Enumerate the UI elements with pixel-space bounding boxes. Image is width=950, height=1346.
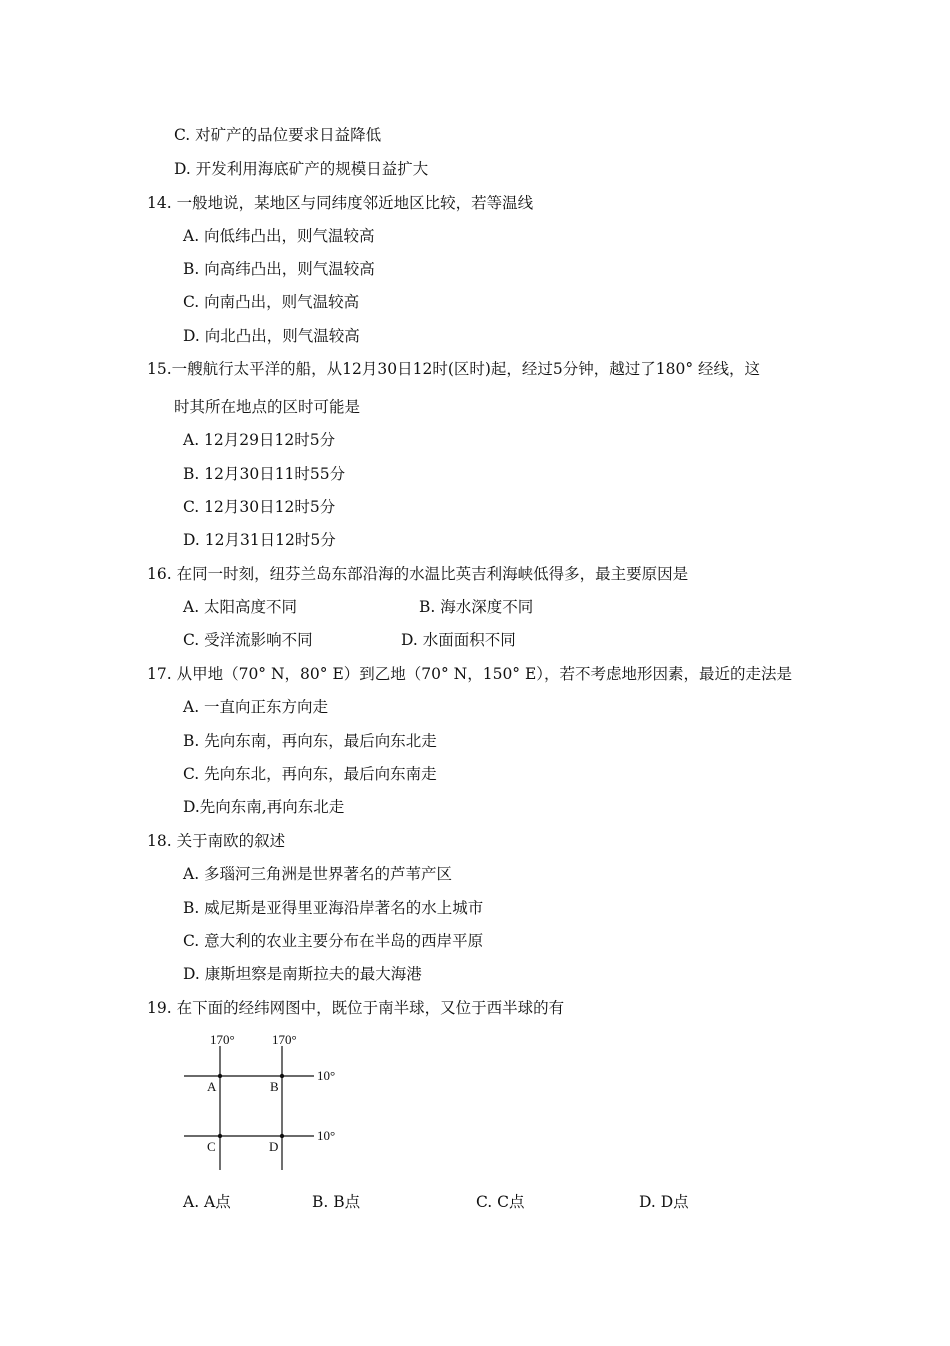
label-lon-left: 170° — [210, 1032, 235, 1047]
point-a-dot — [218, 1074, 222, 1078]
label-point-d: D — [269, 1139, 279, 1154]
graticule-figure — [178, 1028, 358, 1176]
point-b-dot — [280, 1074, 284, 1078]
q14-option-a: A. 向低纬凸出，则气温较高 — [183, 227, 375, 245]
q15-option-a: A. 12月29日12时5分 — [183, 431, 336, 449]
q15-option-d: D. 12月31日12时5分 — [183, 531, 336, 549]
q18-option-c: C. 意大利的农业主要分布在半岛的西岸平原 — [183, 932, 484, 950]
q13-option-d: D. 开发利用海底矿产的规模日益扩大 — [174, 160, 429, 178]
q13-option-c: C. 对矿产的品位要求日益降低 — [174, 126, 382, 144]
q16-option-a: A. 太阳高度不同 — [183, 598, 298, 616]
q16-option-b: B. 海水深度不同 — [419, 598, 534, 616]
label-point-c: C — [207, 1139, 216, 1154]
q14-option-c: C. 向南凸出，则气温较高 — [183, 293, 360, 311]
q18-option-a: A. 多瑙河三角洲是世界著名的芦苇产区 — [183, 865, 453, 883]
q17-option-a: A. 一直向正东方向走 — [183, 698, 329, 716]
q19-option-b: B. B点 — [312, 1193, 361, 1211]
q17-option-c: C. 先向东北，再向东，最后向东南走 — [183, 765, 437, 783]
q15-option-c: C. 12月30日12时5分 — [183, 498, 336, 516]
q19-option-c: C. C点 — [476, 1193, 525, 1211]
label-lat-top: 10° — [317, 1068, 336, 1083]
q14-option-b: B. 向高纬凸出，则气温较高 — [183, 260, 375, 278]
q19-option-d: D. D点 — [639, 1193, 689, 1211]
q18-option-d: D. 康斯坦察是南斯拉夫的最大海港 — [183, 965, 422, 983]
q18-option-b: B. 威尼斯是亚得里亚海沿岸著名的水上城市 — [183, 899, 484, 917]
point-c-dot — [218, 1134, 222, 1138]
q16-option-d: D. 水面面积不同 — [401, 631, 516, 649]
point-d-dot — [280, 1134, 284, 1138]
question-14: 14. 一般地说，某地区与同纬度邻近地区比较，若等温线 — [147, 194, 534, 212]
question-17: 17. 从甲地（70° N，80° E）到乙地（70° N，150° E），若不考虑地形因素，最近的走法是 — [147, 665, 793, 683]
question-16: 16. 在同一时刻，纽芬兰岛东部沿海的水温比英吉利海峡低得多，最主要原因是 — [147, 565, 689, 583]
label-point-b: B — [270, 1079, 279, 1094]
question-18: 18. 关于南欧的叙述 — [147, 832, 286, 850]
question-15-continued: 时其所在地点的区时可能是 — [174, 398, 361, 416]
label-lat-bottom: 10° — [317, 1128, 336, 1143]
label-lon-right: 170° — [272, 1032, 297, 1047]
q16-option-c: C. 受洋流影响不同 — [183, 631, 313, 649]
q14-option-d: D. 向北凸出，则气温较高 — [183, 327, 360, 345]
label-point-a: A — [207, 1079, 217, 1094]
question-19: 19. 在下面的经纬网图中，既位于南半球，又位于西半球的有 — [147, 999, 565, 1017]
question-15: 15.一艘航行太平洋的船，从12月30日12时(区时)起，经过5分钟，越过了180° 经线，这 — [147, 360, 761, 378]
q15-option-b: B. 12月30日11时55分 — [183, 465, 346, 483]
q19-option-a: A. A点 — [183, 1193, 231, 1211]
q17-option-d: D.先向东南,再向东北走 — [183, 798, 345, 816]
q17-option-b: B. 先向东南，再向东，最后向东北走 — [183, 732, 437, 750]
